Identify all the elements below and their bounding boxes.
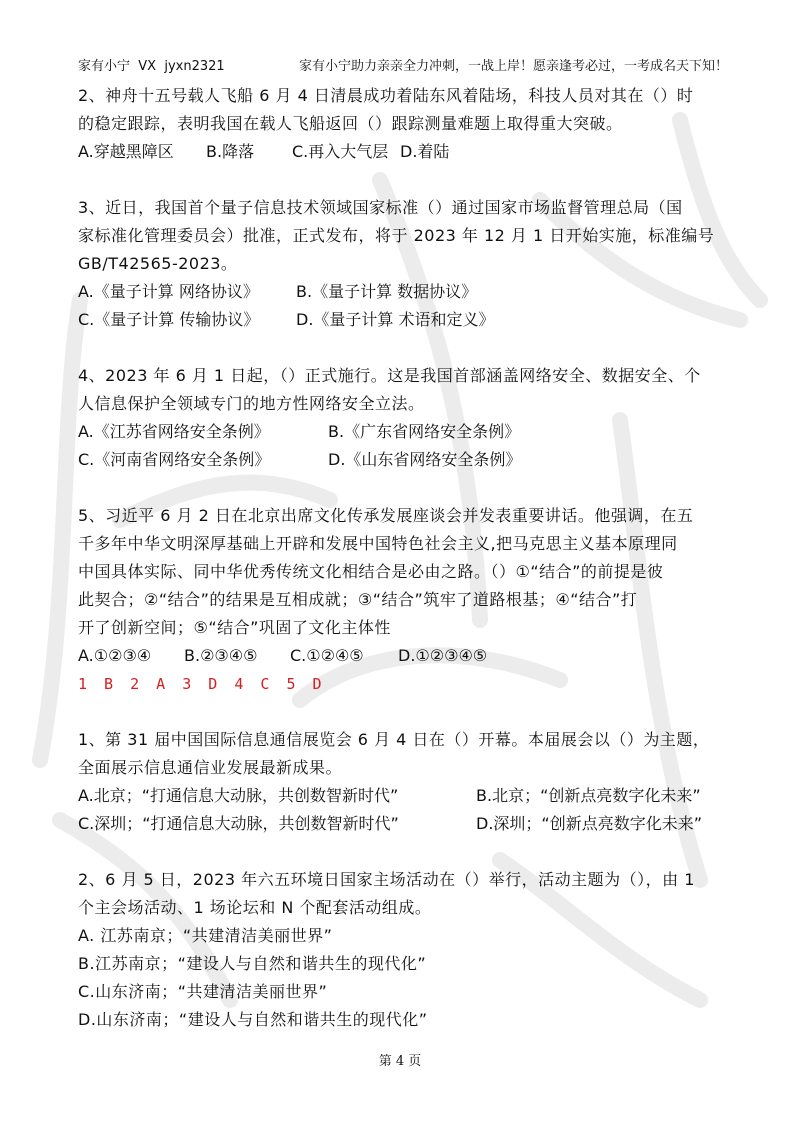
option-c: C.《河南省网络安全条例》 [78, 450, 271, 469]
option-row [78, 446, 728, 474]
option-a: A.《江苏省网络安全条例》 [78, 422, 270, 441]
option-d: D.深圳；“创新点亮数字化未来” [476, 814, 702, 833]
question-text: 5、习近平 6 月 2 日在北京出席文化传承发展座谈会并发表重要讲话。他强调，在五 [78, 506, 694, 525]
option-a: A.北京；“打通信息大动脉，共创数智新时代” [78, 786, 399, 805]
question-block [78, 502, 728, 698]
option-d: D.着陆 [400, 142, 450, 161]
option-a: A.①②③④ [78, 646, 152, 665]
option-row [78, 642, 728, 670]
option-row [78, 810, 728, 838]
option-d: D.《量子计算 术语和定义》 [296, 310, 495, 329]
question-text: 个主会场活动、1 场论坛和 N 个配套活动组成。 [78, 898, 432, 917]
question-text: 3、近日，我国首个量子信息技术领域国家标准（）通过国家市场监督管理总局（国 [78, 198, 683, 217]
option-row [78, 138, 728, 166]
question-text: 4、2023 年 6 月 1 日起，（）正式施行。这是我国首部涵盖网络安全、数据安全、个 [78, 366, 701, 385]
option-b: B.②③④⑤ [184, 646, 258, 665]
option-row [78, 278, 728, 306]
option-c: C.《量子计算 传输协议》 [78, 310, 260, 329]
option-b: B.降落 [206, 142, 255, 161]
question-text: 的稳定跟踪，表明我国在载人飞船返回（）跟踪测量难题上取得重大突破。 [78, 114, 623, 133]
question-text: 开了创新空间；⑤“结合”巩固了文化主体性 [78, 618, 391, 637]
question-text: 人信息保护全领域专门的地方性网络安全立法。 [78, 394, 425, 413]
question-text: 中国具体实际、同中华优秀传统文化相结合是必由之路。（）①“结合”的前提是彼 [78, 562, 664, 581]
option-b: B.北京；“创新点亮数字化未来” [476, 786, 701, 805]
question-text: 全面展示信息通信业发展最新成果。 [78, 758, 343, 777]
option-a: A.穿越黑障区 [78, 142, 174, 161]
option-c: C.再入大气层 [292, 142, 389, 161]
option-c: C.山东济南；“共建清洁美丽世界” [78, 982, 328, 1001]
question-block [78, 726, 728, 838]
question-block [78, 866, 728, 1034]
option-b: B.《量子计算 数据协议》 [296, 282, 478, 301]
page-number: 第 4 页 [378, 1054, 422, 1069]
option-d: D.山东济南；“建设人与自然和谐共生的现代化” [78, 1010, 428, 1029]
question-text: 此契合；②“结合”的结果是互相成就；③“结合”筑牢了道路根基；④“结合”打 [78, 590, 638, 609]
option-row [78, 306, 728, 334]
question-text: GB/T42565-2023。 [78, 254, 238, 273]
option-row [78, 782, 728, 810]
option-b: B.江苏南京；“建设人与自然和谐共生的现代化” [78, 954, 427, 973]
question-block [78, 194, 728, 334]
option-d: D.①②③④⑤ [398, 646, 488, 665]
question-text: 家标准化管理委员会）批准，正式发布，将于 2023 年 12 月 1 日开始实施，标准编号 [78, 226, 715, 245]
option-c: C.深圳；“打通信息大动脉，共创数智新时代” [78, 814, 399, 833]
question-text: 2、6 月 5 日，2023 年六五环境日国家主场活动在（）举行，活动主题为（），由 1 [78, 870, 695, 889]
header-left-text: 家有小宁 VX jyxn2321 [78, 59, 225, 74]
option-row [78, 418, 728, 446]
answer-key: 1 B 2 A 3 D 4 C 5 D [78, 675, 326, 693]
question-text: 2、神舟十五号载人飞船 6 月 4 日清晨成功着陆东风着陆场，科技人员对其在（）时 [78, 86, 694, 105]
question-text: 1、第 31 届中国国际信息通信展览会 6 月 4 日在（）开幕。本届展会以（）为主题， [78, 730, 710, 749]
option-c: C.①②④⑤ [290, 646, 364, 665]
question-block [78, 82, 728, 166]
option-d: D.《山东省网络安全条例》 [328, 450, 522, 469]
option-a: A.《量子计算 网络协议》 [78, 282, 259, 301]
question-content [78, 82, 728, 1034]
option-b: B.《广东省网络安全条例》 [328, 422, 521, 441]
option-a: A. 江苏南京；“共建清洁美丽世界” [78, 926, 333, 945]
header-right-text: 家有小宁助力亲亲全力冲刺，一战上岸！愿亲逢考必过，一考成名天下知！ [298, 59, 728, 74]
page-header [78, 55, 728, 75]
question-block [78, 362, 728, 474]
question-text: 千多年中华文明深厚基础上开辟和发展中国特色社会主义,把马克思主义基本原理同 [78, 534, 678, 553]
